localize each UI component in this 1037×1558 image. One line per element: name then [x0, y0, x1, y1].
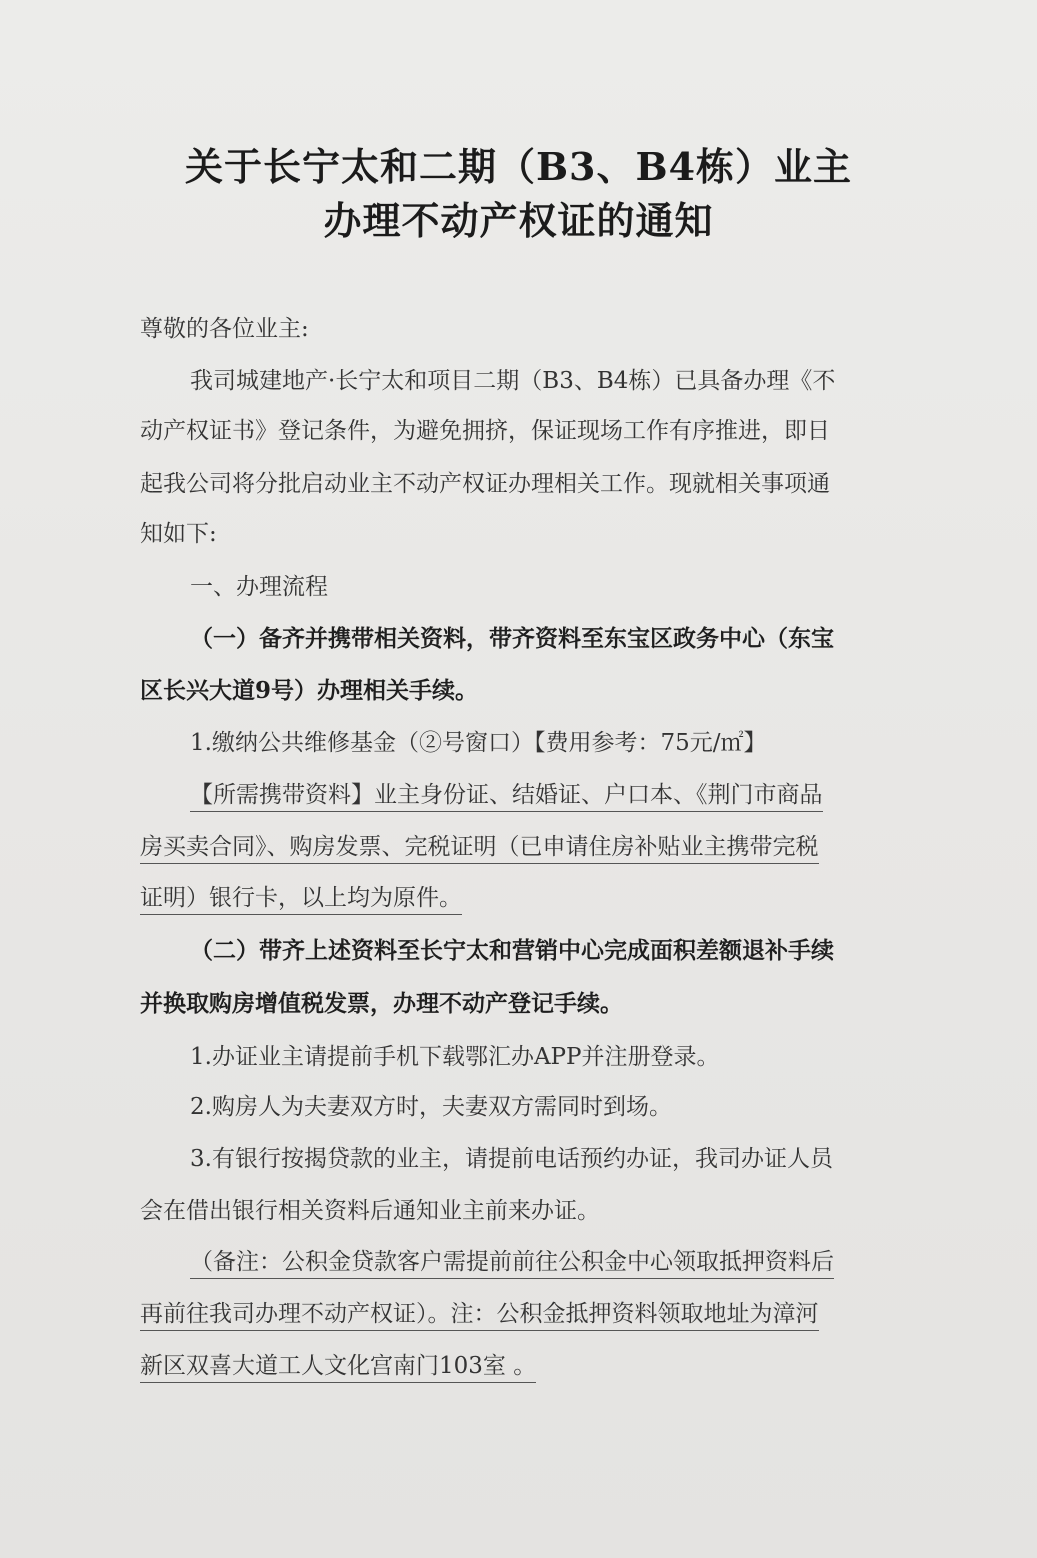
materials-line: 房买卖合同》、购房发票、完税证明（已申请住房补贴业主携带完税	[140, 828, 819, 864]
intro-line: 我司城建地产·长宁太和项目二期（B3、B4栋）已具备办理《不	[190, 368, 836, 394]
intro-line: 起我公司将分批启动业主不动产权证办理相关工作。现就相关事项通	[140, 471, 830, 497]
note-line: 新区双喜大道工人文化宫南门103室 。	[140, 1347, 536, 1383]
materials-line: 证明）银行卡，以上均为原件。	[140, 879, 462, 915]
section-heading: 一、办理流程	[190, 574, 328, 600]
list-item: 2.购房人为夫妻双方时，夫妻双方需同时到场。	[190, 1094, 672, 1120]
title-line-1: 关于长宁太和二期（B3、B4栋）业主	[184, 144, 853, 189]
title-line-2: 办理不动产权证的通知	[323, 198, 714, 243]
item-1-fee: 1.缴纳公共维修基金（②号窗口）【费用参考：75元/㎡】	[190, 730, 767, 756]
salutation: 尊敬的各位业主:	[140, 316, 309, 342]
note-line: （备注：公积金贷款客户需提前前往公积金中心领取抵押资料后	[190, 1243, 834, 1279]
note-line: 再前往我司办理不动产权证）。注：公积金抵押资料领取地址为漳河	[140, 1295, 819, 1331]
subsection-1-line: 区长兴大道9号）办理相关手续。	[140, 677, 479, 704]
list-item: 1.办证业主请提前手机下载鄂汇办APP并注册登录。	[190, 1044, 720, 1070]
subsection-2-line: （二）带齐上述资料至长宁太和营销中心完成面积差额退补手续	[190, 937, 834, 964]
subsection-1-line: （一）备齐并携带相关资料，带齐资料至东宝区政务中心（东宝	[190, 625, 834, 652]
list-item: 会在借出银行相关资料后通知业主前来办证。	[140, 1198, 600, 1224]
materials-line: 【所需携带资料】业主身份证、结婚证、户口本、《荆门市商品	[190, 776, 823, 812]
intro-line: 动产权证书》登记条件，为避免拥挤，保证现场工作有序推进，即日	[140, 418, 830, 444]
subsection-2-line: 并换取购房增值税发票，办理不动产登记手续。	[140, 990, 623, 1017]
intro-line: 知如下:	[140, 521, 217, 547]
list-item: 3.有银行按揭贷款的业主，请提前电话预约办证，我司办证人员	[190, 1146, 833, 1172]
